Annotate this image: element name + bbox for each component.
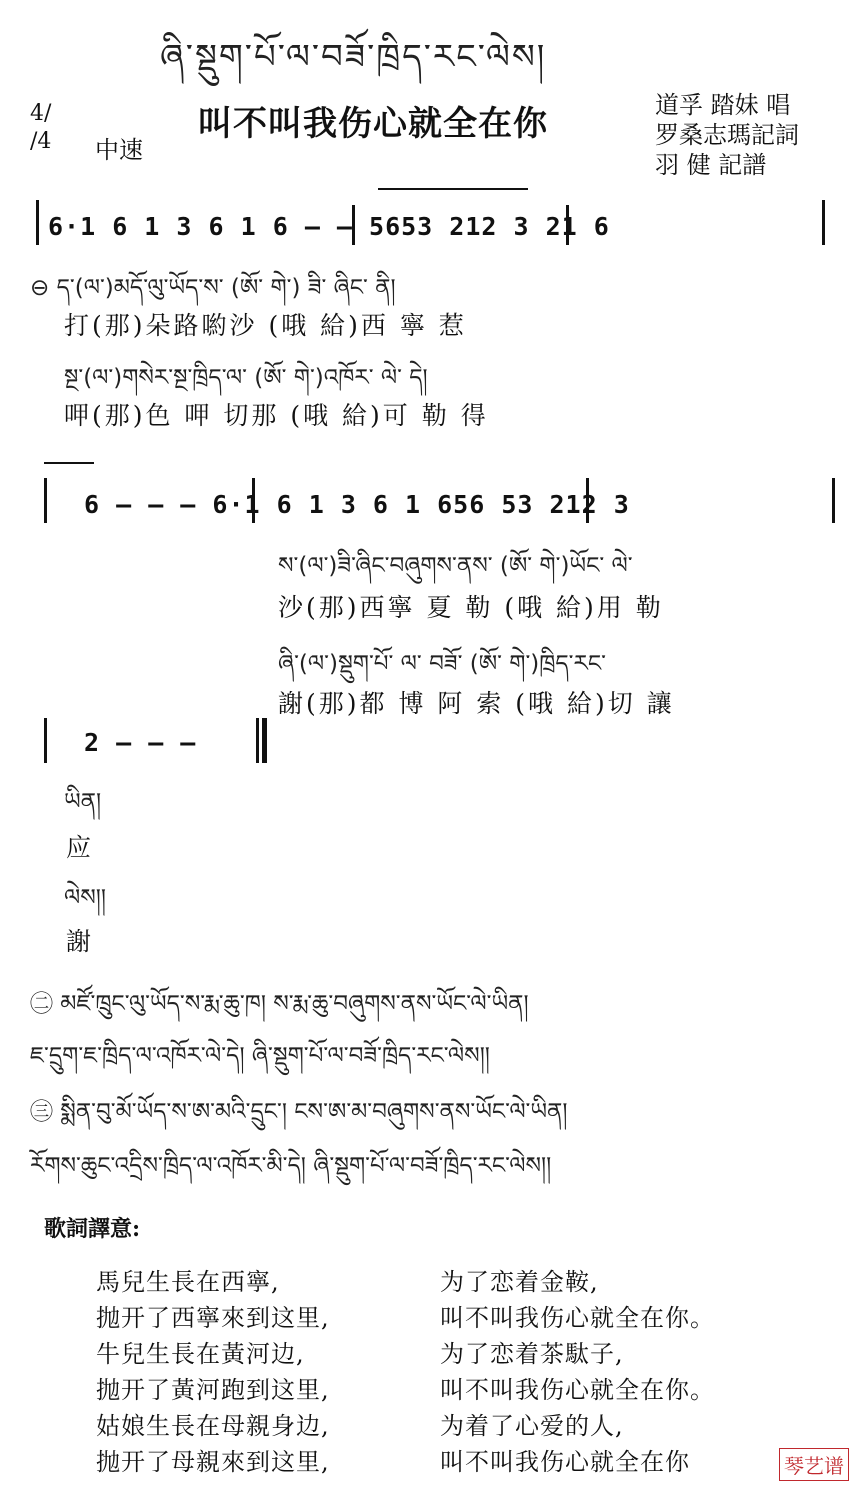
translation-left-line: 馬兒生長在西寧,	[96, 1268, 280, 1296]
tie-line	[44, 462, 94, 464]
translation-left-line: 抛开了母親來到这里,	[96, 1448, 330, 1476]
verse-2-line-2: ཇ་དྲུག་ཇ་ཁྲིད་ལ་འཁོར་ལེ་དེ། ཞི་སྡུག་པོ་ལ་བཟོ་ཁྲིད་རང་ལེས།།	[30, 1043, 490, 1069]
lyric-chinese-3: 沙(那)西寧 夏 勒 (哦 給)用 勒	[278, 593, 664, 622]
barline	[44, 718, 47, 763]
lyric-chinese-4: 謝(那)都 博 阿 索 (哦 給)切 讓	[278, 689, 675, 718]
lyric-chinese-1: 打(那)朵路喲沙 (哦 給)西 寧 惹	[64, 311, 467, 340]
verse-3-line-2: རོགས་ཆུང་འདྲིས་ཁྲིད་ལ་འཁོར་མི་དེ། ཞི་སྡུག་པོ་ལ་བཟོ་ཁྲིད་རང་ལེས།།	[30, 1153, 552, 1179]
title-tibetan: ཞི་སྡུག་པོ་ལ་བཟོ་ཁྲིད་རང་ལེས།	[160, 37, 547, 77]
credit-lyrics: 罗桑志瑪記詞	[655, 121, 799, 149]
lyric-chinese-6: 謝	[66, 927, 95, 956]
notes-line-3: 2 — — —	[84, 728, 197, 757]
time-signature: 4/ /4	[30, 101, 52, 154]
barline	[832, 478, 835, 523]
translation-right-line: 为了恋着茶駄子,	[440, 1340, 624, 1368]
translation-right-line: 叫不叫我伤心就全在你。	[440, 1304, 715, 1332]
barline	[256, 718, 259, 763]
lyric-tibetan-6: ལེས།།	[64, 885, 106, 911]
notes-line-1: 6·1 6 1 3 6 1 6 — — 5653 212 3 21 6	[48, 212, 610, 241]
translation-left-line: 姑娘生長在母親身边,	[96, 1412, 330, 1440]
barline	[36, 200, 39, 245]
translation-left-line: 牛兒生長在黃河边,	[96, 1340, 305, 1368]
lyric-tibetan-3: ས་(ལ་)ཟི་ཞིང་བཞུགས་ནས་ (ཨོ་ གེ་)ཡོང་ ལེ་	[278, 553, 633, 579]
lyric-chinese-2: 呷(那)色 呷 切那 (哦 給)可 勒 得	[64, 401, 489, 430]
watermark-logo: 琴艺谱	[779, 1448, 849, 1481]
verse-2-line-1: ㊁ མཛོ་ཁྲུང་ལུ་ཡོད་ས་རྨ་ཆུ་ཁ། ས་རྨ་ཆུ་བཞུགས་ནས་ཡོང་ལེ་ཡིན།	[30, 991, 529, 1017]
tempo-marking: 中速	[95, 136, 143, 164]
barline	[822, 200, 825, 245]
lyric-tibetan-4: ཞི་(ལ་)སྡུག་པོ་ ལ་ བཟོ་ (ཨོ་ གེ་)ཁྲིད་རང་	[278, 651, 606, 677]
final-barline	[262, 718, 267, 763]
lyric-tibetan-1: ⊖ ད་(ལ་)མདོ་ལུ་ཡོད་ས་ (ཨོ་ གེ་) ཟི་ ཞིང་ ནི།	[30, 275, 396, 301]
notes-line-2: 6 — — — 6·1 6 1 3 6 1 656 53 212 3	[84, 490, 630, 519]
lyric-tibetan-2: སྔ་(ལ་)གསེར་སྔ་ཁྲིད་ལ་ (ཨོ་ གེ་)འཁོར་ ལེ་ དེ།	[64, 365, 428, 391]
translation-heading: 歌詞譯意:	[44, 1216, 141, 1242]
lyric-tibetan-5: ཡིན།	[64, 789, 102, 815]
lyric-chinese-5: 应	[66, 833, 95, 862]
translation-right-line: 为着了心爱的人,	[440, 1412, 624, 1440]
translation-left-line: 抛开了黃河跑到这里,	[96, 1376, 330, 1404]
translation-left-line: 抛开了西寧來到这里,	[96, 1304, 330, 1332]
credit-singer: 道孚 踏妹 唱	[655, 91, 791, 119]
translation-right-line: 为了恋着金鞍,	[440, 1268, 599, 1296]
translation-right-line: 叫不叫我伤心就全在你	[440, 1448, 690, 1476]
credits	[655, 90, 799, 180]
barline	[44, 478, 47, 523]
title-chinese: 叫不叫我伤心就全在你	[198, 104, 548, 144]
translation-right-line: 叫不叫我伤心就全在你。	[440, 1376, 715, 1404]
tie-line	[378, 188, 528, 190]
verse-3-line-1: ㊂ སྨིན་བུ་མོ་ཡོད་ས་ཨ་མའི་དྲུང་། ངས་ཨ་མ་བཞུགས་ནས་ཡོང་ལེ་ཡིན།	[30, 1099, 568, 1125]
credit-score: 羽 健 記譜	[655, 151, 767, 179]
